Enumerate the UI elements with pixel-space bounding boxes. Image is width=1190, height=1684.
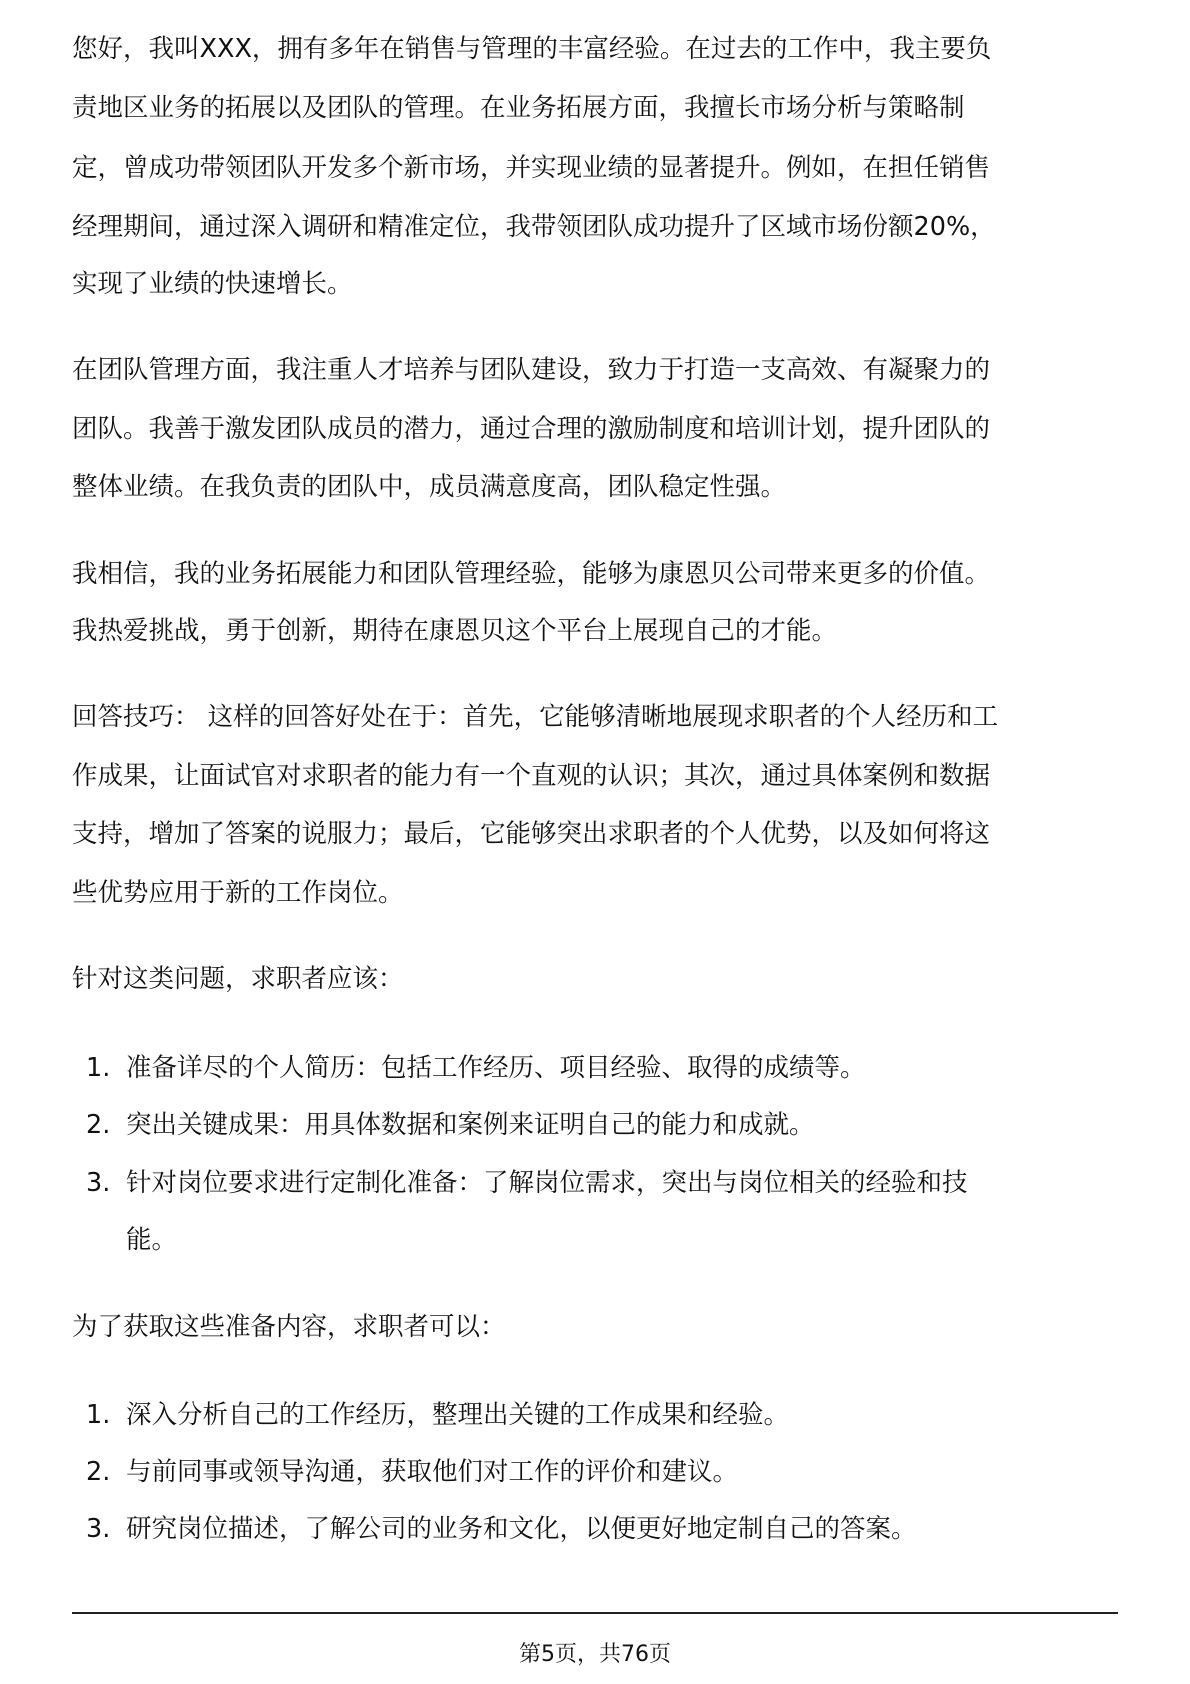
list-number: 1. (86, 1400, 111, 1430)
list-number: 1. (86, 1053, 111, 1083)
text-line: 我热爱挑战，勇于创新，期待在康恩贝这个平台上展现自己的才能。 (72, 616, 838, 646)
list-item (86, 1110, 815, 1140)
text-line: 我相信，我的业务拓展能力和团队管理经验，能够为康恩贝公司带来更多的价值。 (72, 559, 991, 589)
text-line: 为了获取这些准备内容，求职者可以： (72, 1312, 506, 1342)
list-number: 3. (86, 1514, 111, 1544)
list-text: 深入分析自己的工作经历，整理出关键的工作成果和经验。 (126, 1400, 790, 1430)
text-line: 定，曾成功带领团队开发多个新市场，并实现业绩的显著提升。例如，在担任销售 (72, 153, 991, 183)
text-line: 实现了业绩的快速增长。 (72, 269, 353, 299)
list-item-continuation: 能。 (126, 1225, 178, 1255)
list-item (86, 1457, 738, 1487)
list-text: 突出关键成果：用具体数据和案例来证明自己的能力和成就。 (126, 1110, 815, 1140)
text-line: 作成果，让面试官对求职者的能力有一个直观的认识；其次，通过具体案例和数据 (72, 761, 991, 791)
list-number: 2. (86, 1110, 111, 1140)
list-item (86, 1514, 917, 1544)
page-number: 第5页，共76页 (519, 1642, 671, 1667)
list-text: 研究岗位描述，了解公司的业务和文化，以便更好地定制自己的答案。 (126, 1514, 917, 1544)
text-line: 经理期间，通过深入调研和精准定位，我带领团队成功提升了区域市场份额20%， (72, 212, 996, 242)
text-line: 针对这类问题，求职者应该： (72, 964, 404, 994)
text-line: 责地区业务的拓展以及团队的管理。在业务拓展方面，我擅长市场分析与策略制 (72, 93, 965, 123)
text-line: 支持，增加了答案的说服力；最后，它能够突出求职者的个人优势，以及如何将这 (72, 819, 991, 849)
text-line: 整体业绩。在我负责的团队中，成员满意度高，团队稳定性强。 (72, 472, 787, 502)
text-line: 在团队管理方面，我注重人才培养与团队建设，致力于打造一支高效、有凝聚力的 (72, 355, 991, 385)
text-line: 您好，我叫XXX，拥有多年在销售与管理的丰富经验。在过去的工作中，我主要负 (72, 34, 992, 64)
list-text: 与前同事或领导沟通，获取他们对工作的评价和建议。 (126, 1457, 739, 1487)
list-text: 准备详尽的个人简历：包括工作经历、项目经验、取得的成绩等。 (126, 1053, 866, 1083)
list-number: 2. (86, 1457, 111, 1487)
list-number: 3. (86, 1168, 111, 1198)
text-line: 些优势应用于新的工作岗位。 (72, 878, 404, 908)
list-item (86, 1400, 789, 1430)
text-line: 团队。我善于激发团队成员的潜力，通过合理的激励制度和培训计划，提升团队的 (72, 414, 991, 444)
list-item (86, 1053, 866, 1083)
footer-divider (72, 1612, 1118, 1614)
text-line: 回答技巧： 这样的回答好处在于：首先，它能够清晰地展现求职者的个人经历和工 (72, 702, 999, 732)
list-item (86, 1168, 968, 1198)
list-text: 针对岗位要求进行定制化准备：了解岗位需求，突出与岗位相关的经验和技 (126, 1168, 968, 1198)
